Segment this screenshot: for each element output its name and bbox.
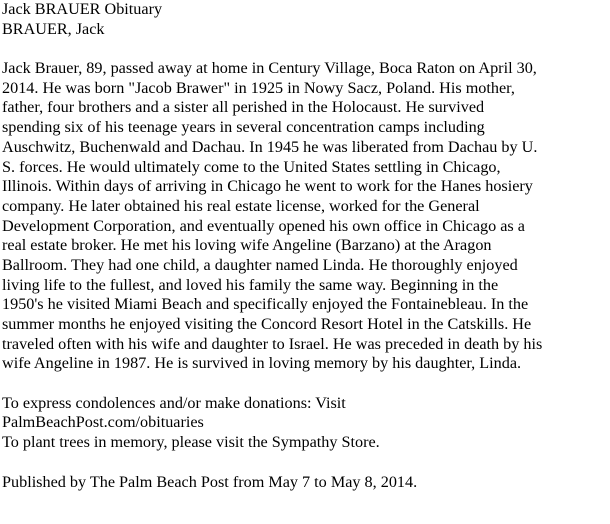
- condolences-section: [2, 394, 608, 453]
- body-line: living life to the fullest, and loved his family the same way. Beginning in the: [2, 275, 499, 294]
- body-line: father, four brothers and a sister all perished in the Holocaust. He survived: [2, 98, 485, 117]
- obituary-title: Jack BRAUER Obituary: [2, 0, 163, 18]
- body-line: 2014. He was born "Jacob Brawer" in 1925 in Nowy Sacz, Poland. His mother,: [2, 78, 515, 97]
- body-line: company. He later obtained his real estate license, worked for the General: [2, 196, 480, 215]
- obituary-document: [2, 0, 608, 492]
- condolences-text: To express condolences and/or make donations: Visit: [2, 393, 346, 412]
- spacer: [2, 374, 608, 394]
- body-line: Jack Brauer, 89, passed away at home in Century Village, Boca Raton on April 30,: [2, 59, 537, 78]
- obituary-body: [2, 59, 608, 374]
- body-line: summer months he enjoyed visiting the Concord Resort Hotel in the Catskills. He: [2, 315, 532, 333]
- body-line: Auschwitz, Buchenwald and Dachau. In 1945 he was liberated from Dachau by U.: [2, 137, 538, 156]
- body-line: Development Corporation, and eventually opened his own office in Chicago as a: [2, 216, 525, 235]
- obituaries-link[interactable]: PalmBeachPost.com/obituaries: [2, 413, 204, 432]
- sympathy-store-text: To plant trees in memory, please visit the Sympathy Store.: [2, 433, 380, 452]
- body-line: 1950's he visited Miami Beach and specifically enjoyed the Fontainebleau. In the: [2, 295, 529, 314]
- body-line: S. forces. He would ultimately come to the United States settling in Chicago,: [2, 157, 501, 176]
- spacer: [2, 39, 608, 59]
- spacer: [2, 453, 608, 473]
- publication-note: Published by The Palm Beach Post from May 7 to May 8, 2014.: [2, 472, 418, 491]
- body-line: Ballroom. They had one child, a daughter named Linda. He thoroughly enjoyed: [2, 255, 518, 274]
- body-line: traveled often with his wife and daughter to Israel. He was preceded in death by his: [2, 334, 543, 353]
- body-line: wife Angeline in 1987. He is survived in loving memory by his daughter, Linda.: [2, 354, 522, 373]
- body-line: spending six of his teenage years in several concentration camps including: [2, 118, 485, 137]
- deceased-name: BRAUER, Jack: [2, 19, 105, 38]
- body-line: Illinois. Within days of arriving in Chicago he went to work for the Hanes hosiery: [2, 177, 533, 196]
- body-line: real estate broker. He met his loving wife Angeline (Barzano) at the Aragon: [2, 236, 492, 255]
